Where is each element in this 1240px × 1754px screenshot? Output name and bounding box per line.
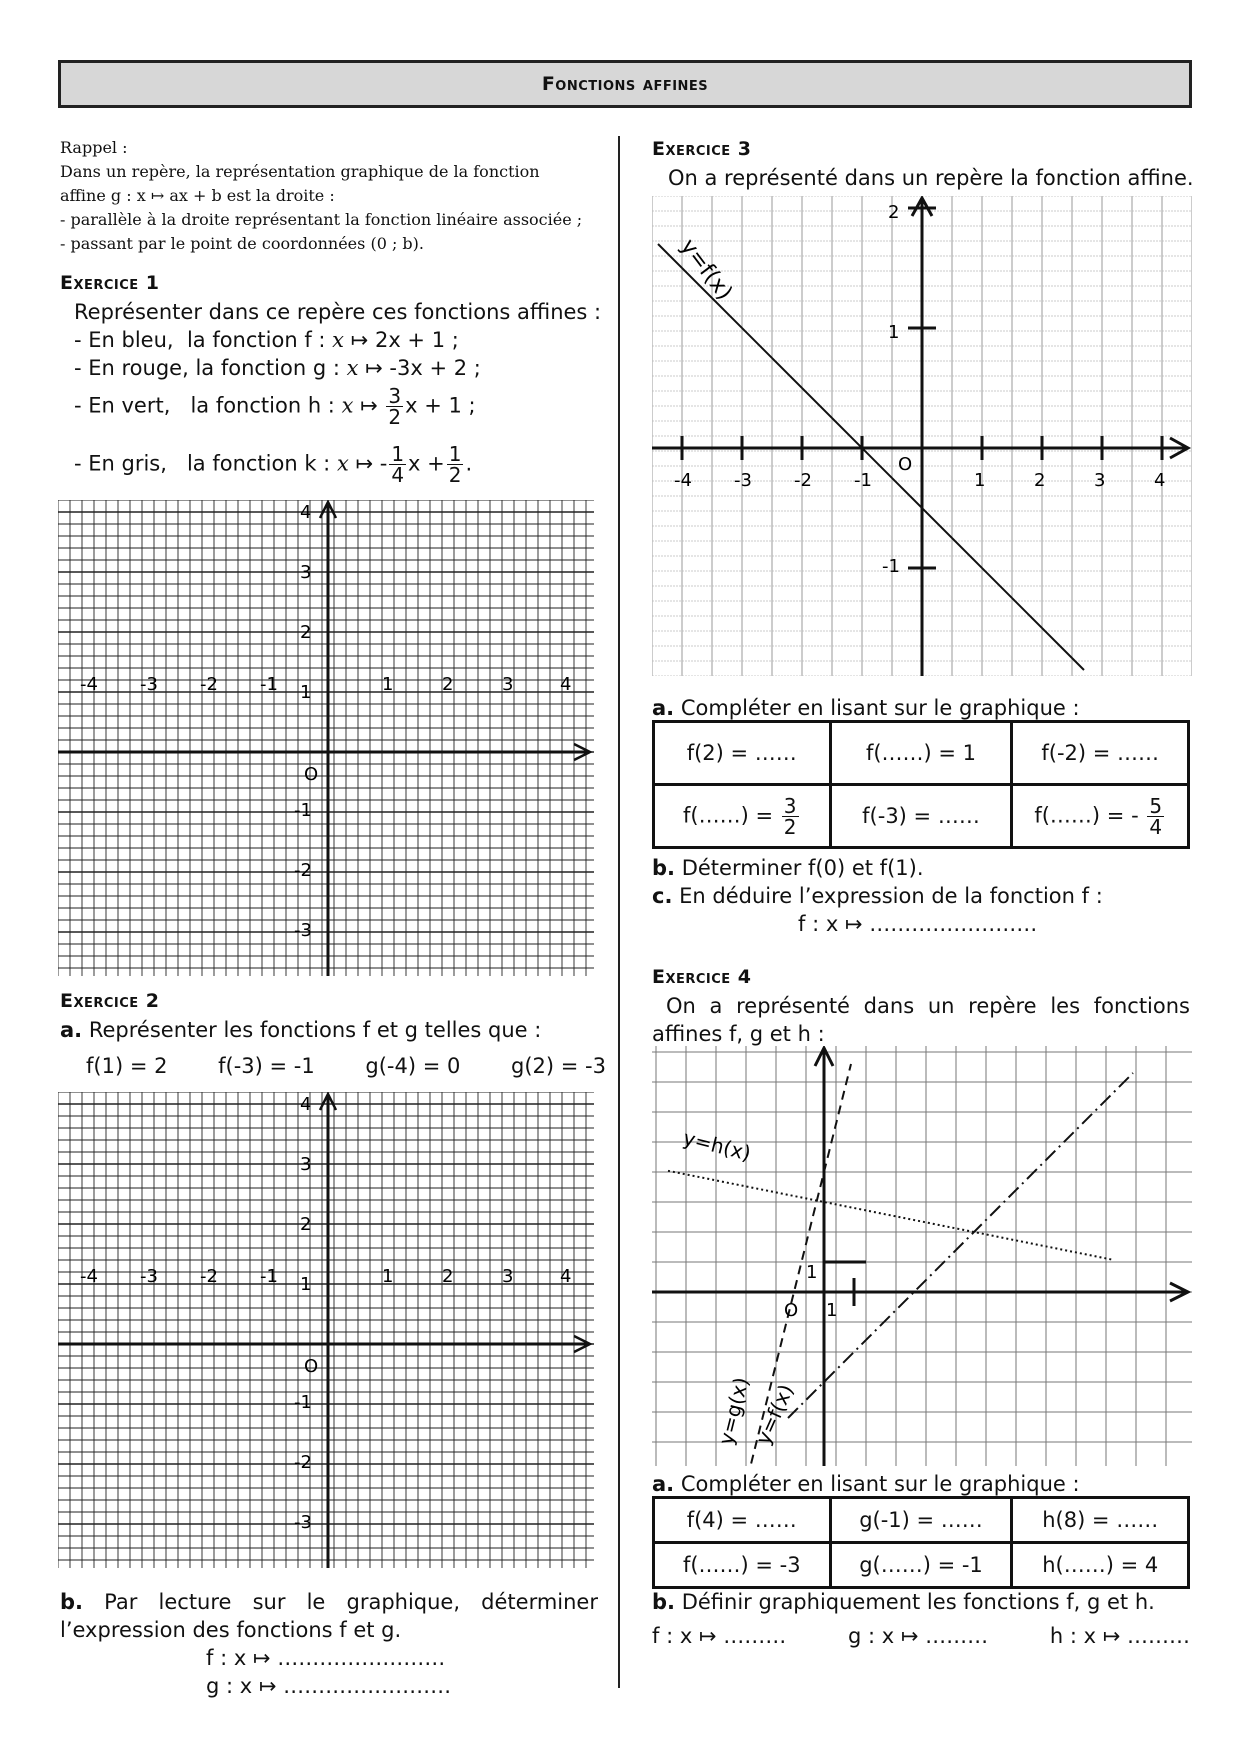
ex3-title: Exercice 3 (652, 138, 752, 160)
ex3-x-label: 4 (1154, 470, 1166, 491)
ex1-item-k: - En gris, la fonction k : x ↦ - $\frac{1}{4}$ x + $\frac{1}{2}$ . (74, 442, 473, 487)
table-row (654, 722, 1189, 785)
rappel-block (60, 136, 600, 256)
ex1-x-label: -1 (260, 674, 278, 695)
ex1-x-label: 2 (442, 674, 454, 695)
ex3-x-label: -1 (854, 470, 872, 491)
ex1-y-label: 1 (300, 682, 312, 703)
ex3-answer: f : x ↦ …………………… (798, 912, 1038, 936)
ex2-condition: g(-4) = 0 (365, 1054, 461, 1078)
ex2-x-label: -2 (200, 1266, 218, 1287)
ex1-x-label: -4 (80, 674, 98, 695)
page-title: Fonctions affines (58, 60, 1192, 108)
ex2-x-label: 2 (442, 1266, 454, 1287)
table-cell[interactable]: f(……) = -3 (654, 1543, 831, 1588)
table-cell[interactable]: g(……) = -1 (830, 1543, 1012, 1588)
ex2-x-label: -4 (80, 1266, 98, 1287)
ex4-a: a. Compléter en lisant sur le graphique : (652, 1472, 1080, 1496)
ex3-x-label: -3 (734, 470, 752, 491)
rappel-line3: - parallèle à la droite représentant la fonction linéaire associée ; (60, 210, 583, 229)
ex4-intro1: On a représenté dans un repère les fonctions (666, 994, 1190, 1018)
table-row (654, 1543, 1189, 1588)
rappel-heading: Rappel : (60, 138, 128, 157)
ex4-line-g (748, 1064, 852, 1466)
ex4-graph[interactable] (652, 1046, 1192, 1466)
ex4-label-f: y=f(x) (750, 1380, 799, 1449)
ex4-axis-labels (681, 1126, 838, 1448)
table-cell[interactable]: f(4) = …… (654, 1498, 831, 1543)
ex2-origin: O (304, 1356, 319, 1377)
table-cell[interactable]: f(……) = 1 (830, 722, 1012, 785)
ex2-y-label: -1 (294, 1392, 312, 1413)
ex1-origin: O (304, 764, 319, 785)
table-cell[interactable]: f(-3) = …… (830, 785, 1012, 848)
ex1-title: Exercice 1 (60, 272, 160, 294)
ex4-b: b. Définir graphiquement les fonctions f, g et h. (652, 1590, 1155, 1614)
ex3-grid (652, 196, 1192, 676)
ex3-x-label: 3 (1094, 470, 1106, 491)
ex3-a: a. Compléter en lisant sur le graphique : (652, 696, 1080, 720)
ex2-conditions (86, 1052, 606, 1080)
ex2-title: Exercice 2 (60, 990, 160, 1012)
ex1-grid (58, 500, 594, 976)
ex1-intro: Représenter dans ce repère ces fonctions affines : (74, 300, 602, 324)
ex2-a: a. Représenter les fonctions f et g telles que : (60, 1018, 542, 1042)
ex2-g-answer: g : x ↦ …………………… (206, 1674, 452, 1698)
ex1-x-label: -2 (200, 674, 218, 695)
maps-to-icon: ↦ (150, 186, 165, 205)
ex4-line-f (788, 1073, 1133, 1418)
ex2-y-label: 3 (300, 1154, 312, 1175)
ex2-x-label: 4 (560, 1266, 572, 1287)
table-cell[interactable]: f(2) = …… (654, 722, 831, 785)
ex4-label-g: y=g(x) (713, 1374, 754, 1448)
ex2-graph[interactable] (58, 1092, 594, 1568)
ex3-y-label: -1 (882, 556, 900, 577)
ex2-y-label: -3 (294, 1512, 312, 1533)
ex2-f-answer: f : x ↦ …………………… (206, 1646, 446, 1670)
ex2-condition: g(2) = -3 (511, 1054, 606, 1078)
ex3-x-label: 2 (1034, 470, 1046, 491)
ex3-b: b. Déterminer f(0) et f(1). (652, 856, 924, 880)
ex3-curve-label: y=f(x) (675, 234, 737, 306)
ex2-y-label: 1 (300, 1274, 312, 1295)
ex2-y-label: -2 (294, 1452, 312, 1473)
ex1-y-label: 3 (300, 562, 312, 583)
ex3-graph[interactable] (652, 196, 1192, 676)
ex3-intro: On a représenté dans un repère la fonction affine. (668, 166, 1194, 190)
ex2-condition: f(-3) = -1 (218, 1054, 315, 1078)
ex3-x-label: 1 (974, 470, 986, 491)
ex3-function-line (658, 244, 1084, 670)
ex4-answer-h: h : x ↦ ……… (1049, 1624, 1190, 1648)
column-divider (618, 136, 620, 1688)
ex4-title: Exercice 4 (652, 966, 752, 988)
ex1-y-label: -3 (294, 920, 312, 941)
ex1-item-f: - En bleu, la fonction f : x ↦ 2x + 1 ; (74, 328, 459, 352)
ex1-x-label: 1 (382, 674, 394, 695)
ex1-y-label: -2 (294, 860, 312, 881)
ex1-y-label: 4 (300, 502, 312, 523)
ex4-y-label: 1 (806, 1262, 818, 1283)
ex2-y-label: 2 (300, 1214, 312, 1235)
ex3-x-label: -2 (794, 470, 812, 491)
ex1-y-label: 2 (300, 622, 312, 643)
ex3-y-label: 1 (888, 322, 900, 343)
ex3-table (652, 720, 1190, 849)
rappel-line1: Dans un repère, la représentation graphique de la fonction (60, 162, 540, 181)
table-cell[interactable]: f(……) = - $\frac{5}{4}$ (1012, 785, 1189, 848)
ex1-item-h: - En vert, la fonction h : x ↦ $\frac{3}{2}$ x + 1 ; (74, 384, 476, 429)
table-row (654, 785, 1189, 848)
rappel-line2: affine g : x ↦ ax + b est la droite : (60, 186, 335, 205)
ex3-x-label: -4 (674, 470, 692, 491)
table-cell[interactable]: f(-2) = …… (1012, 722, 1189, 785)
ex1-x-label: -3 (140, 674, 158, 695)
ex4-answer-f: f : x ↦ ……… (652, 1624, 787, 1648)
ex4-table (652, 1496, 1190, 1589)
ex2-grid (58, 1092, 594, 1568)
table-cell[interactable]: h(……) = 4 (1012, 1543, 1189, 1588)
ex1-item-g: - En rouge, la fonction g : x ↦ -3x + 2 ; (74, 356, 481, 380)
ex1-graph[interactable] (58, 500, 594, 976)
ex2-x-label: 3 (502, 1266, 514, 1287)
ex1-x-label: 4 (560, 674, 572, 695)
table-cell[interactable]: f(……) = $\frac{3}{2}$ (654, 785, 831, 848)
ex4-label-h: y=h(x) (680, 1125, 754, 1166)
ex4-intro2: affines f, g et h : (652, 1022, 825, 1046)
ex3-origin: O (898, 454, 913, 475)
table-cell[interactable]: h(8) = …… (1012, 1498, 1189, 1543)
ex4-line-h (668, 1171, 1112, 1260)
ex2-b-line1: b. Par lecture sur le graphique, déterminer (60, 1590, 598, 1614)
ex2-x-label: 1 (382, 1266, 394, 1287)
ex1-x-label: 3 (502, 674, 514, 695)
table-cell[interactable]: g(-1) = …… (830, 1498, 1012, 1543)
ex1-y-label: -1 (294, 800, 312, 821)
ex4-x-label: 1 (826, 1300, 838, 1321)
ex4-answer-g: g : x ↦ ……… (847, 1624, 989, 1648)
ex2-condition: f(1) = 2 (86, 1054, 168, 1078)
ex2-b-line2: l’expression des fonctions f et g. (60, 1618, 402, 1642)
ex4-origin: O (784, 1300, 799, 1321)
table-row (654, 1498, 1189, 1543)
ex3-axis-labels (674, 202, 1165, 577)
ex3-c: c. En déduire l’expression de la fonction f : (652, 884, 1103, 908)
ex2-x-label: -3 (140, 1266, 158, 1287)
ex3-y-label: 2 (888, 202, 900, 223)
ex2-x-label: -1 (260, 1266, 278, 1287)
ex2-y-label: 4 (300, 1094, 312, 1115)
rappel-line4: - passant par le point de coordonnées (0 ; b). (60, 234, 424, 253)
ex4-answers (652, 1622, 1190, 1650)
